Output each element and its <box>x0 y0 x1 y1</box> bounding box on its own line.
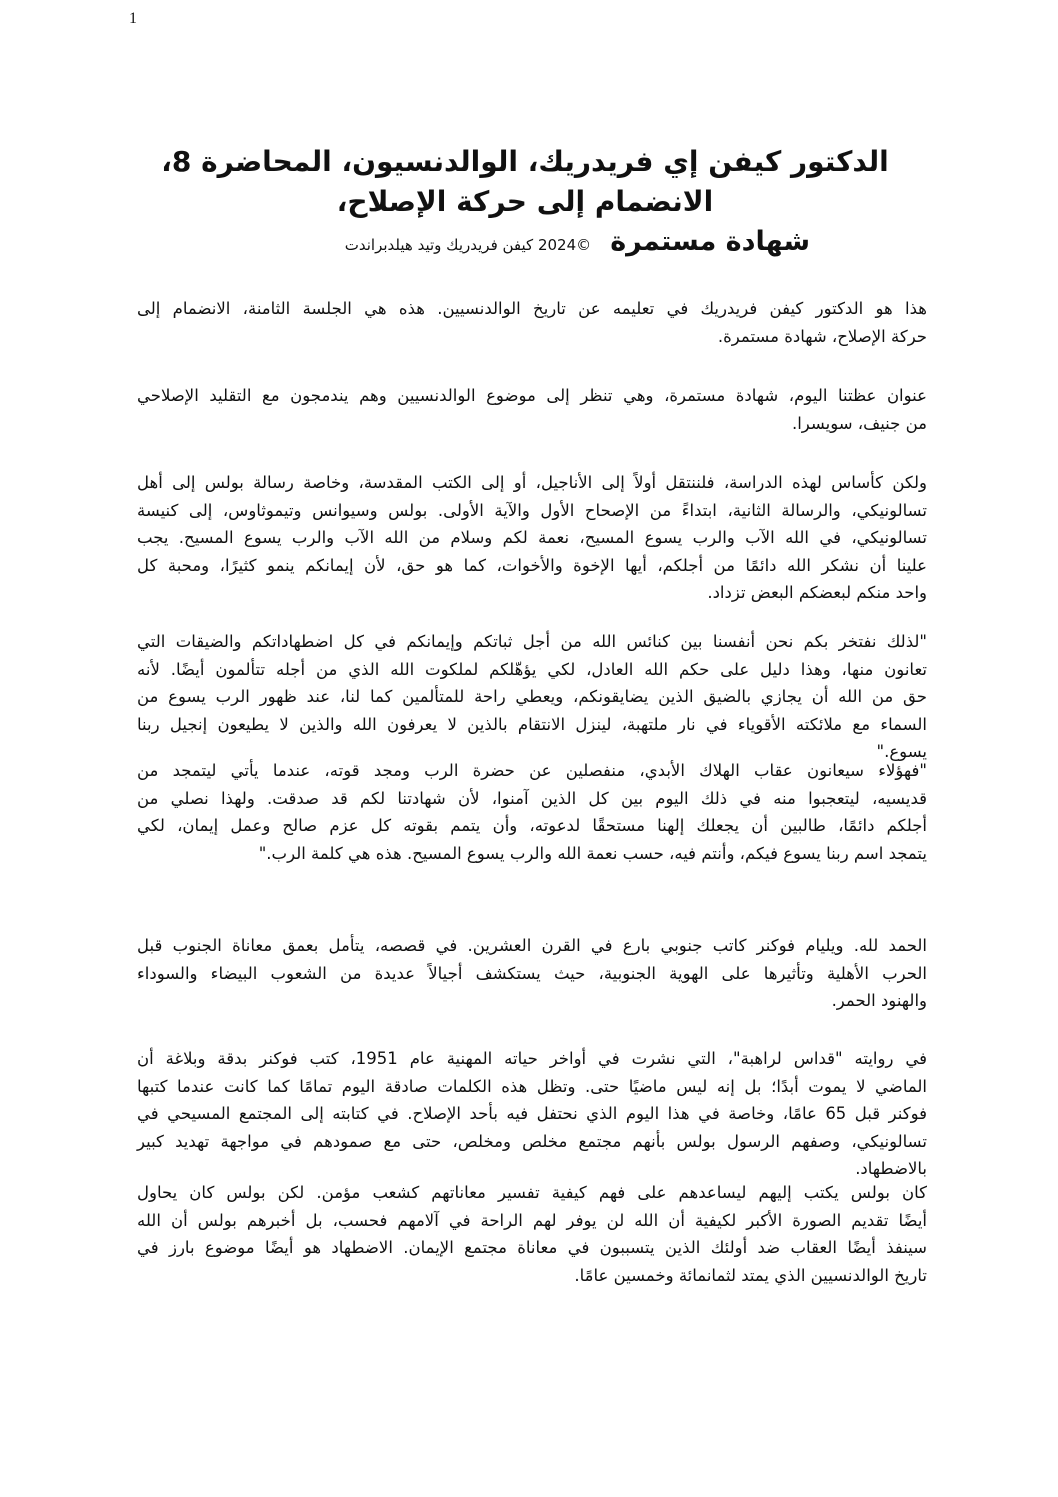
text-line: من جنيف، سويسرا. <box>791 413 927 433</box>
text-line: أيضًا تقديم الصورة الأكبر لكيفية أن الله لن يوفر لهم الراحة في آلامهم فحسب، بل أخبرهم بولس أن الله <box>137 1210 927 1230</box>
text-line: "فهؤلاء سيعانون عقاب الهلاك الأبدي، منفصلين عن حضرة الرب ومجد قوته، عندما يأتي ليتمجد من <box>137 761 927 780</box>
text-line: أجلكم دائمًا، طالبين أن يجعلك إلهنا مستحقًا لدعوته، وأن يتمم بقوته كل عزم صالح وعمل إيمان، لكي <box>137 816 927 835</box>
text-line: "لذلك نفتخر بكم نحن أنفسنا بين كنائس الله من أجل ثباتكم وإيمانكم في كل اضطهاداتكم والضيقات التي <box>137 632 927 651</box>
copyright-notice: ©2024 كيفن فريدريك وتيد هيلدبراندت <box>344 236 592 254</box>
text-line: بالاضطهاد. <box>855 1159 927 1178</box>
paragraph <box>137 757 927 867</box>
page-number: 1 <box>129 10 137 27</box>
text-line: يتمجد اسم ربنا يسوع فيكم، وأنتم فيه، حسب نعمة الله والرب يسوع المسيح. هذه هي كلمة الرب." <box>258 843 927 863</box>
text-line: فوكنر قبل 65 عامًا، وخاصة في هذا اليوم الذي نحتفل فيه بأحد الإصلاح. في كتابته إلى المجتمع المسيحي في <box>137 1104 928 1123</box>
paragraph <box>137 1179 927 1289</box>
text-line: والهنود الحمر. <box>831 991 927 1010</box>
text-line: في روايته "قداس لراهبة"، التي نشرت في أواخر حياته المهنية عام 1951، كتب فوكنر بدقة وبلاغة أن <box>137 1049 927 1068</box>
text-line: واحد منكم لبعضكم البعض تزداد. <box>707 583 927 602</box>
text-line: الحرب الأهلية وتأثيرها على الهوية الجنوبية، حيث يستكشف أجيالاً عديدة من الشعوب البيضاء والسوداء <box>137 963 927 983</box>
text-line: تعانون منها، وهذا دليل على حكم الله العادل، لكي يؤهّلكم لملكوت الله الذي من أجله تتألمون أيضًا. لأنه <box>137 659 927 679</box>
paragraph <box>137 382 927 437</box>
subtitle-row <box>120 226 810 257</box>
text-line: تاريخ الوالدنسيين الذي يمتد لثمانمائة وخمسين عامًا. <box>574 1265 927 1285</box>
text-line: هذا هو الدكتور كيفن فريدريك في تعليمه عن تاريخ الوالدنسيين. هذه هي الجلسة الثامنة، الانضمام إلى <box>137 299 927 318</box>
paragraph <box>137 932 927 1015</box>
text-line: الحمد لله. ويليام فوكنر كاتب جنوبي بارع في القرن العشرين. في قصصه، يتأمل بعمق معاناة الجنوب قبل <box>137 936 927 955</box>
text-line: علينا أن نشكر الله دائمًا من أجلكم، أيها الإخوة والأخوات، كما هو حق، لأن إيمانكم ينمو كثيرًا، ومحبة كل <box>137 555 927 575</box>
paragraph <box>137 1045 927 1183</box>
subtitle: شهادة مستمرة <box>610 226 810 257</box>
text-line: تسالونيكي، وصفهم الرسول بولس بأنهم مجتمع مخلص ومخلص، حتى مع صمودهم في مواجهة تهديد كبير <box>137 1131 927 1151</box>
paragraph <box>137 628 927 766</box>
text-line: تسالونيكي، والرسالة الثانية، ابتداءً من الإصحاح الأول والآية الأولى. بولس وسيوانس وتيموثاوس، إلى كنيسة <box>137 500 927 520</box>
text-line: قديسيه، ليتعجبوا منه في ذلك اليوم بين كل الذين آمنوا، لأن شهادتنا لكم قد صدقت. ولهذا نصلي من <box>137 788 927 808</box>
document-title-line-2: الانضمام إلى حركة الإصلاح، <box>336 185 714 218</box>
text-line: السماء مع ملائكته الأقوياء في نار ملتهبة، لينزل الانتقام بالذين لا يعرفون الله والذين لا يطيعون إنجيل ربنا <box>137 714 927 734</box>
text-line: حركة الإصلاح، شهادة مستمرة. <box>717 326 927 346</box>
text-line: يسوع." <box>876 742 927 761</box>
text-line: عنوان عظتنا اليوم، شهادة مستمرة، وهي تنظر إلى موضوع الوالدنسيين وهم يندمجون مع التقليد الإصلاحي <box>137 386 927 405</box>
text-line: ولكن كأساس لهذه الدراسة، فلننتقل أولاً إلى الأناجيل، أو إلى الكتب المقدسة، وخاصة رسالة بولس إلى أهل <box>137 473 927 492</box>
paragraph <box>137 295 927 350</box>
paragraph <box>137 469 927 607</box>
text-line: كان بولس يكتب إليهم ليساعدهم على فهم كيفية تفسير معاناتهم كشعب مؤمن. لكن بولس كان يحاول <box>137 1183 927 1202</box>
text-line: حق من الله أن يجازي بالضيق الذين يضايقونكم، ويعطي راحة للمتألمين كما لنا، عند ظهور الرب يسوع من <box>137 687 927 706</box>
document-title-line-1: الدكتور كيفن إي فريدريك، الوالدنسيون، المحاضرة 8، <box>161 145 889 178</box>
text-line: الماضي لا يموت أبدًا؛ بل إنه ليس ماضيًا حتى. وتظل هذه الكلمات صادقة اليوم تمامًا كما كانت عندما كتبها <box>137 1076 927 1096</box>
text-line: سينفذ أيضًا العقاب ضد أولئك الذين يتسببون في معاناة مجتمع الإيمان. الاضطهاد هو أيضًا موضوع بارز في <box>137 1238 927 1257</box>
text-line: تسالونيكي، في الله الآب والرب يسوع المسيح، نعمة لكم وسلام من الله الآب والرب يسوع المسيح. يجب <box>137 528 927 547</box>
